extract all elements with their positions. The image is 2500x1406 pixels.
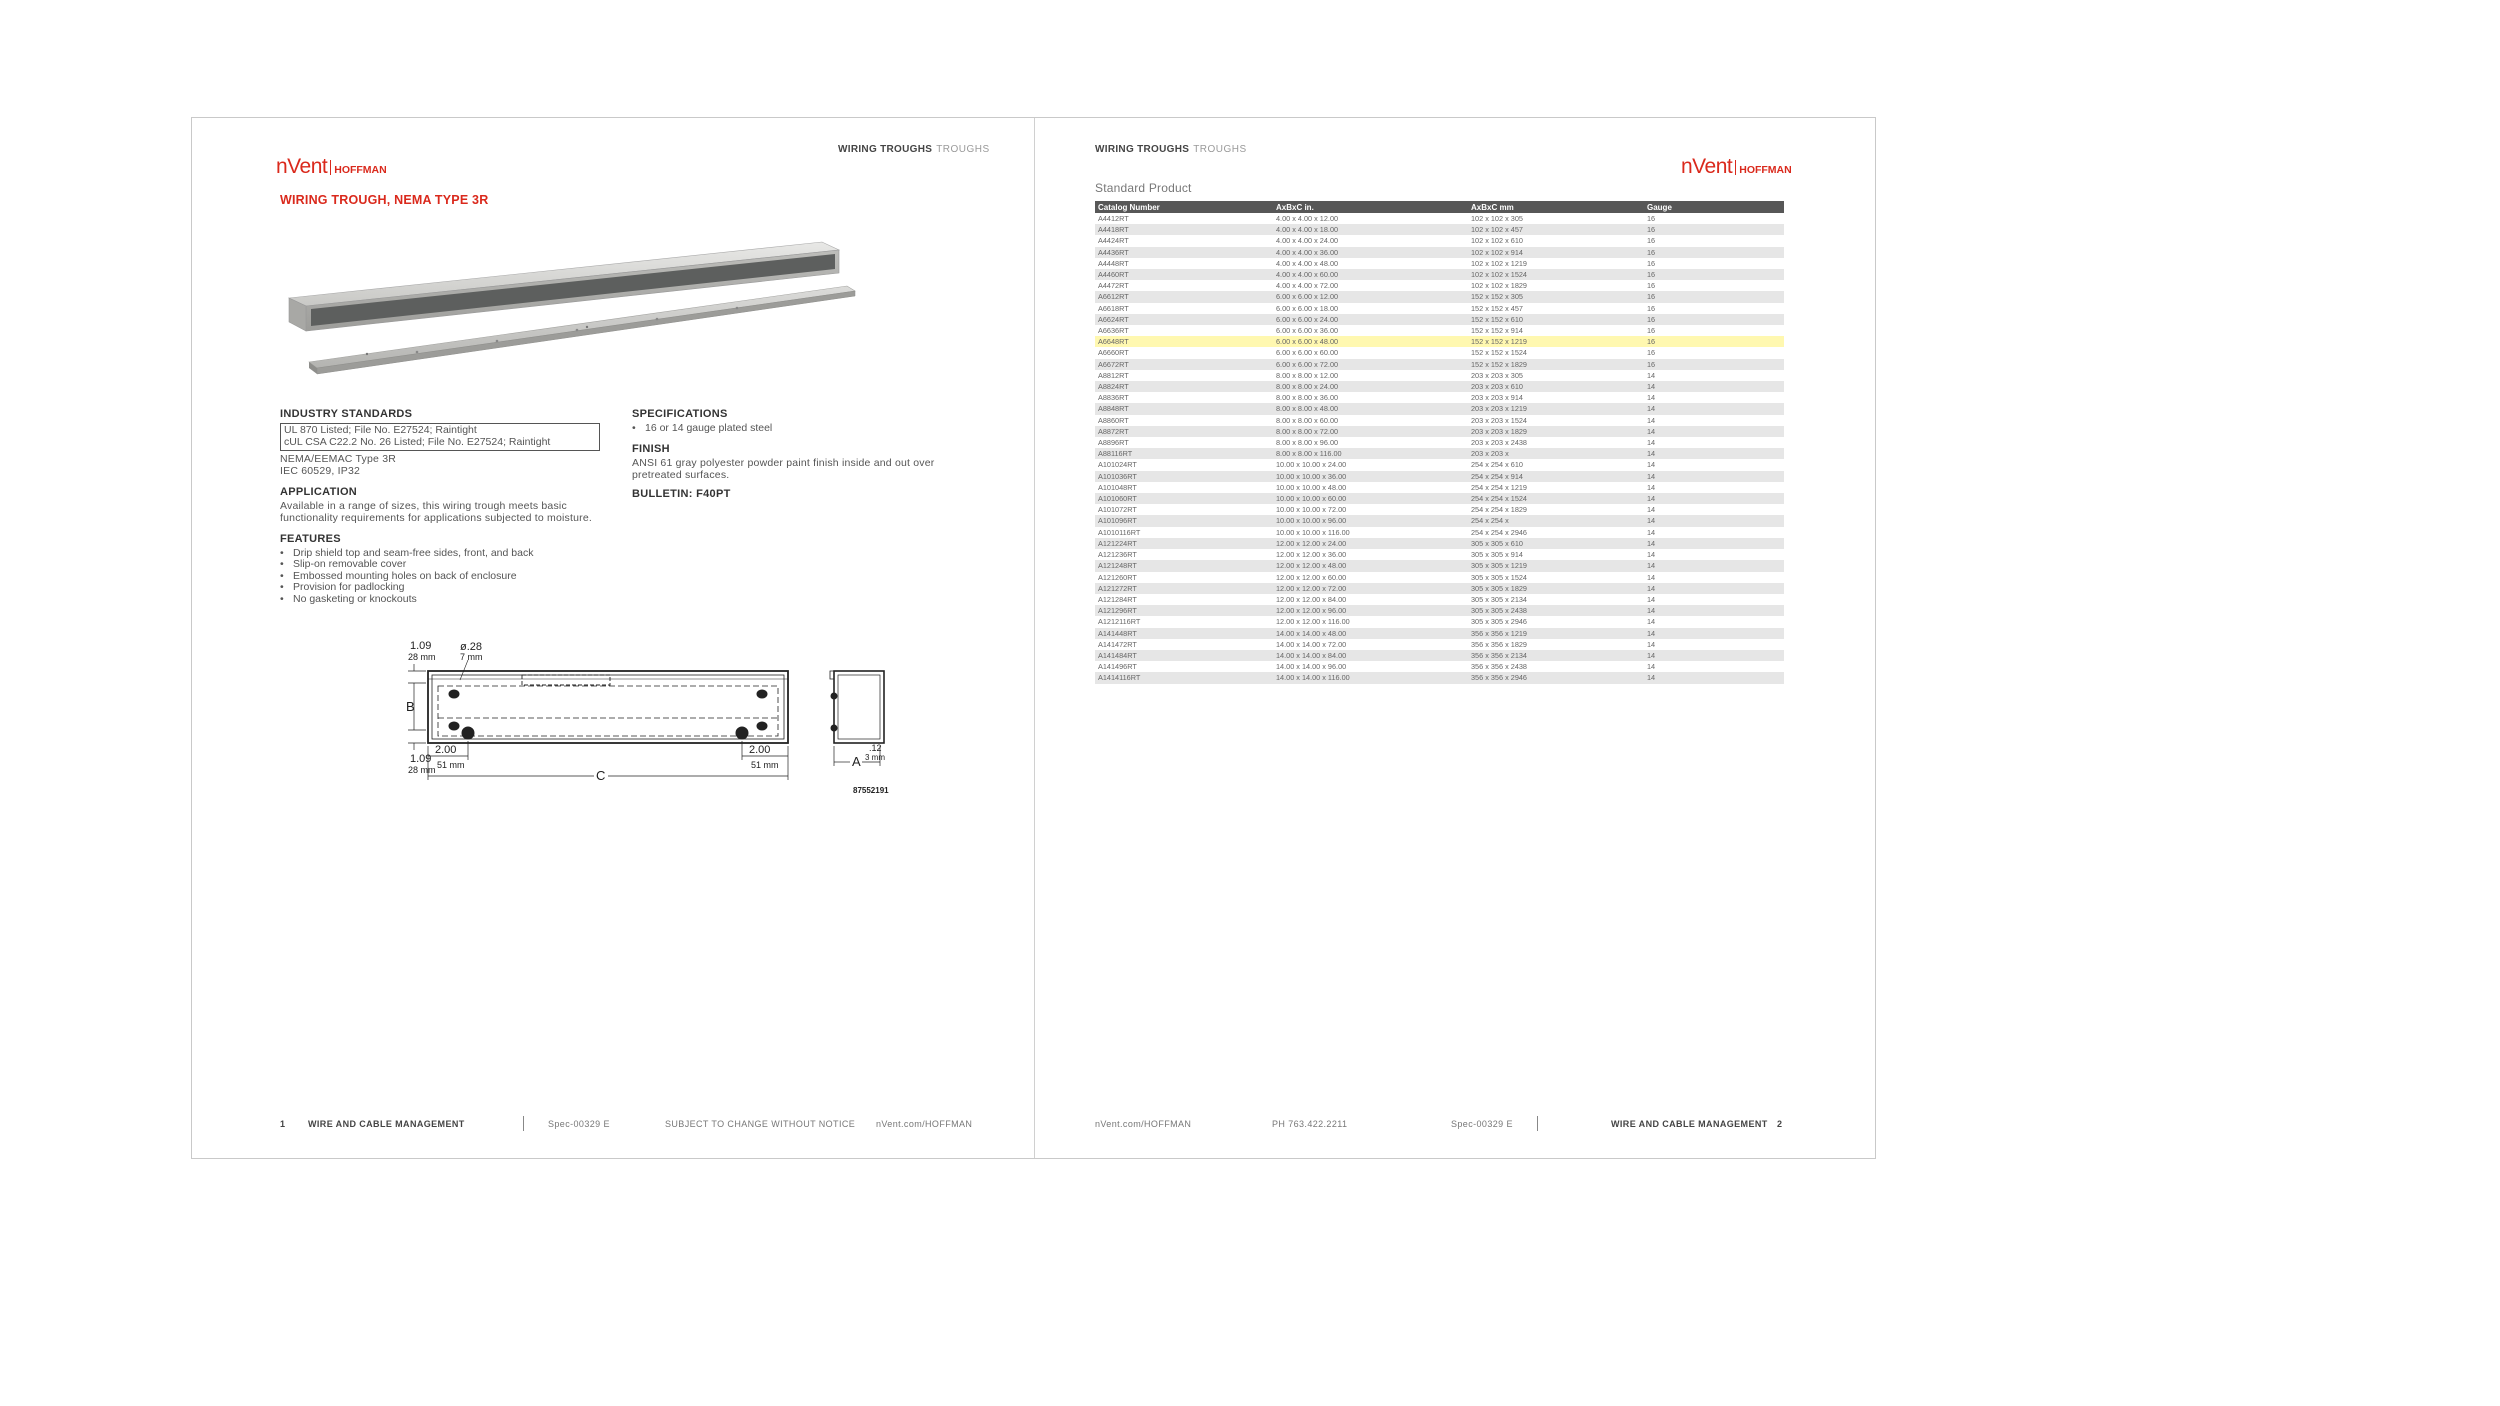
- features-list: [280, 548, 600, 605]
- size-in-cell: 12.00 x 12.00 x 36.00: [1276, 550, 1347, 560]
- size-in-cell: 8.00 x 8.00 x 96.00: [1276, 438, 1339, 448]
- table-row: [1095, 527, 1784, 538]
- table-row: [1095, 247, 1784, 258]
- application-heading: APPLICATION: [280, 486, 358, 498]
- gauge-cell: 14: [1647, 505, 1656, 515]
- catalog-number-cell: A101036RT: [1095, 471, 1273, 482]
- size-mm-cell: 203 x 203 x 610: [1468, 381, 1644, 392]
- footer-separator: [1537, 1116, 1538, 1131]
- table-row: [1095, 291, 1784, 302]
- size-mm-cell: 102 x 102 x 914: [1468, 247, 1644, 258]
- size-in-cell: 10.00 x 10.00 x 96.00: [1273, 515, 1468, 526]
- size-mm-cell: 254 x 254 x 610: [1471, 460, 1523, 470]
- catalog-number-cell: A121248RT: [1095, 560, 1273, 571]
- catalog-number-cell: A6624RT: [1095, 314, 1273, 325]
- standard-ul: UL 870 Listed; File No. E27524; Raintight: [284, 424, 477, 436]
- catalog-number-cell: A8824RT: [1095, 381, 1273, 392]
- table-row: [1095, 493, 1784, 504]
- gauge-cell: 16: [1644, 224, 1784, 235]
- section-subtitle: TROUGHS: [1193, 144, 1247, 155]
- finish-heading: FINISH: [632, 443, 670, 456]
- size-mm-cell: 203 x 203 x 1829: [1468, 426, 1644, 437]
- section-title: WIRING TROUGHS: [838, 144, 933, 155]
- catalog-number-cell: A121260RT: [1098, 572, 1137, 582]
- catalog-number-cell: A101048RT: [1098, 482, 1137, 492]
- size-mm-cell: 254 x 254 x 2946: [1471, 527, 1527, 537]
- size-in-cell: 12.00 x 12.00 x 96.00: [1273, 605, 1468, 616]
- size-in-cell: 8.00 x 8.00 x 36.00: [1276, 393, 1339, 403]
- logo-sub: HOFFMAN: [1739, 163, 1792, 176]
- left-column: [280, 408, 600, 605]
- size-in-cell: 14.00 x 14.00 x 48.00: [1273, 628, 1468, 639]
- size-in-cell: 14.00 x 14.00 x 116.00: [1273, 672, 1468, 683]
- gauge-cell: 16: [1644, 314, 1784, 325]
- gauge-cell: 14: [1644, 605, 1784, 616]
- footer-section: WIRE AND CABLE MANAGEMENT: [308, 1119, 465, 1129]
- table-row: [1095, 572, 1784, 583]
- size-mm-cell: 102 x 102 x 1219: [1471, 258, 1527, 268]
- table-row: [1095, 325, 1784, 336]
- table-row: [1095, 258, 1784, 269]
- gauge-cell: 14: [1644, 381, 1784, 392]
- size-mm-cell: 203 x 203 x 2438: [1471, 438, 1527, 448]
- dim-top-in: 1.09: [410, 640, 432, 652]
- table-row: [1095, 415, 1784, 426]
- table-row: [1095, 549, 1784, 560]
- gauge-cell: 16: [1644, 291, 1784, 302]
- catalog-number-cell: A4418RT: [1095, 224, 1273, 235]
- gauge-cell: 16: [1647, 326, 1656, 336]
- gauge-cell: 14: [1644, 583, 1784, 594]
- catalog-number-cell: A1414116RT: [1095, 672, 1273, 683]
- logo-brand: nVent: [276, 155, 328, 178]
- size-in-cell: 12.00 x 12.00 x 72.00: [1273, 583, 1468, 594]
- wiring-trough-photo: [287, 236, 887, 406]
- table-row: [1095, 280, 1784, 291]
- catalog-number-cell: A8836RT: [1098, 393, 1129, 403]
- size-in-cell: 10.00 x 10.00 x 72.00: [1276, 505, 1347, 515]
- table-title: Standard Product: [1095, 181, 1192, 195]
- table-body: [1095, 213, 1784, 684]
- specification-item: • 16 or 14 gauge plated steel: [632, 423, 972, 434]
- left-footer: [280, 1116, 973, 1132]
- logo-separator: [1735, 160, 1736, 175]
- section-header: [838, 144, 990, 155]
- gauge-cell: 14: [1644, 628, 1784, 639]
- right-page: [1035, 118, 1877, 1158]
- size-in-cell: 10.00 x 10.00 x 60.00: [1273, 493, 1468, 504]
- size-mm-cell: 203 x 203 x 1524: [1471, 415, 1527, 425]
- size-mm-cell: 152 x 152 x 1524: [1471, 348, 1527, 358]
- logo-sub: HOFFMAN: [334, 163, 387, 176]
- catalog-number-cell: A8812RT: [1098, 370, 1129, 380]
- size-mm-cell: 254 x 254 x 1524: [1468, 493, 1644, 504]
- table-row: [1095, 482, 1784, 493]
- size-mm-cell: 152 x 152 x 305: [1468, 291, 1644, 302]
- size-mm-cell: 254 x 254 x 1219: [1471, 482, 1527, 492]
- catalog-number-cell: A101060RT: [1095, 493, 1273, 504]
- footer-separator: [523, 1116, 524, 1131]
- table-row: [1095, 336, 1784, 347]
- dim-2a-mm: 51 mm: [437, 760, 465, 770]
- dim-12-mm: 3 mm: [865, 753, 885, 762]
- standard-product-table: [1095, 201, 1784, 684]
- catalog-number-cell: A8860RT: [1098, 415, 1129, 425]
- size-mm-cell: 356 x 356 x 2134: [1468, 650, 1644, 661]
- table-row: [1095, 426, 1784, 437]
- size-mm-cell: 102 x 102 x 1524: [1468, 269, 1644, 280]
- feature-item: • No gasketing or knockouts: [280, 594, 600, 605]
- table-row: [1095, 560, 1784, 571]
- table-header-row: [1095, 201, 1784, 213]
- size-mm-cell: 102 x 102 x 610: [1471, 236, 1523, 246]
- table-row: [1095, 628, 1784, 639]
- catalog-number-cell: A121296RT: [1095, 605, 1273, 616]
- size-in-cell: 14.00 x 14.00 x 96.00: [1276, 662, 1347, 672]
- size-mm-cell: 152 x 152 x 914: [1471, 326, 1523, 336]
- catalog-number-cell: A6660RT: [1098, 348, 1129, 358]
- size-in-cell: 4.00 x 4.00 x 60.00: [1273, 269, 1468, 280]
- table-row: [1095, 303, 1784, 314]
- size-in-cell: 8.00 x 8.00 x 116.00: [1273, 448, 1468, 459]
- size-in-cell: 4.00 x 4.00 x 18.00: [1273, 224, 1468, 235]
- size-mm-cell: 305 x 305 x 1524: [1471, 572, 1527, 582]
- standard-cul: cUL CSA C22.2 No. 26 Listed; File No. E27524; Raintight: [284, 435, 551, 448]
- table-row: [1095, 370, 1784, 381]
- gauge-cell: 14: [1647, 438, 1656, 448]
- bulletin-label: BULLETIN: F40PT: [632, 488, 731, 501]
- gauge-cell: 16: [1644, 336, 1784, 347]
- gauge-cell: 14: [1647, 639, 1656, 649]
- specifications-list: [632, 423, 972, 434]
- gauge-cell: 14: [1647, 415, 1656, 425]
- dim-2a-in: 2.00: [435, 744, 457, 756]
- dim-b-label: B: [406, 699, 415, 714]
- table-row: [1095, 538, 1784, 549]
- logo-separator: [330, 160, 331, 175]
- catalog-number-cell: A8872RT: [1095, 426, 1273, 437]
- size-in-cell: 12.00 x 12.00 x 24.00: [1273, 538, 1468, 549]
- standard-nema: NEMA/EEMAC Type 3R: [280, 453, 397, 465]
- gauge-cell: 16: [1647, 303, 1656, 313]
- table-row: [1095, 459, 1784, 470]
- catalog-number-cell: A1212116RT: [1098, 617, 1141, 627]
- catalog-number-cell: A101024RT: [1098, 460, 1137, 470]
- size-mm-cell: 254 x 254 x 914: [1468, 471, 1644, 482]
- table-row: [1095, 504, 1784, 515]
- catalog-number-cell: A141448RT: [1095, 628, 1273, 639]
- catalog-number-cell: A6636RT: [1098, 326, 1129, 336]
- size-in-cell: 6.00 x 6.00 x 18.00: [1276, 303, 1339, 313]
- gauge-cell: 14: [1644, 538, 1784, 549]
- gauge-cell: 16: [1647, 258, 1656, 268]
- dim-2b-mm: 51 mm: [751, 760, 779, 770]
- size-mm-cell: 356 x 356 x 1219: [1468, 628, 1644, 639]
- table-row: [1095, 639, 1784, 650]
- size-in-cell: 6.00 x 6.00 x 12.00: [1273, 291, 1468, 302]
- gauge-cell: 14: [1647, 594, 1656, 604]
- size-in-cell: 8.00 x 8.00 x 48.00: [1273, 403, 1468, 414]
- size-mm-cell: 102 x 102 x 1829: [1471, 281, 1527, 291]
- standard-iec: IEC 60529, IP32: [280, 464, 361, 477]
- gauge-cell: 16: [1644, 247, 1784, 258]
- gauge-cell: 14: [1647, 550, 1656, 560]
- specifications-heading: SPECIFICATIONS: [632, 408, 728, 420]
- gauge-cell: 14: [1647, 482, 1656, 492]
- gauge-cell: 14: [1644, 515, 1784, 526]
- size-in-cell: 8.00 x 8.00 x 24.00: [1273, 381, 1468, 392]
- table-row: [1095, 224, 1784, 235]
- catalog-number-cell: A121272RT: [1095, 583, 1273, 594]
- size-mm-cell: 203 x 203 x: [1468, 448, 1644, 459]
- logo-brand: nVent: [1681, 155, 1733, 178]
- column-header: Gauge: [1644, 201, 1784, 213]
- right-column: [632, 408, 972, 503]
- size-mm-cell: 356 x 356 x 1829: [1471, 639, 1527, 649]
- finish-text: ANSI 61 gray polyester powder paint finish inside and out over pretreated surfaces.: [632, 457, 935, 481]
- page-number: 1: [280, 1119, 286, 1129]
- table-row: [1095, 359, 1784, 370]
- industry-standards-heading: INDUSTRY STANDARDS: [280, 408, 413, 420]
- catalog-number-cell: A4424RT: [1098, 236, 1129, 246]
- table-row: [1095, 661, 1784, 672]
- catalog-number-cell: A6672RT: [1095, 359, 1273, 370]
- size-in-cell: 12.00 x 12.00 x 48.00: [1273, 560, 1468, 571]
- size-mm-cell: 203 x 203 x 914: [1471, 393, 1523, 403]
- size-in-cell: 4.00 x 4.00 x 48.00: [1276, 258, 1339, 268]
- gauge-cell: 14: [1647, 572, 1656, 582]
- product-title: WIRING TROUGH, NEMA TYPE 3R: [280, 193, 489, 207]
- feature-item: • Embossed mounting holes on back of enclosure: [280, 571, 600, 582]
- feature-item: • Slip-on removable cover: [280, 559, 600, 570]
- catalog-number-cell: A6648RT: [1095, 336, 1273, 347]
- size-mm-cell: 152 x 152 x 610: [1468, 314, 1644, 325]
- catalog-number-cell: A4448RT: [1098, 258, 1129, 268]
- size-in-cell: 14.00 x 14.00 x 72.00: [1276, 639, 1347, 649]
- catalog-number-cell: A4436RT: [1095, 247, 1273, 258]
- table-row: [1095, 672, 1784, 683]
- left-page: [192, 118, 1034, 1158]
- size-mm-cell: 356 x 356 x 2438: [1471, 662, 1527, 672]
- table-row: [1095, 213, 1784, 224]
- size-mm-cell: 203 x 203 x 1219: [1468, 403, 1644, 414]
- column-header: Catalog Number: [1095, 201, 1273, 213]
- hole-dia-mm: 7 mm: [460, 652, 483, 662]
- table-row: [1095, 583, 1784, 594]
- table-row: [1095, 403, 1784, 414]
- size-in-cell: 14.00 x 14.00 x 84.00: [1273, 650, 1468, 661]
- size-in-cell: 4.00 x 4.00 x 24.00: [1276, 236, 1339, 246]
- size-in-cell: 8.00 x 8.00 x 72.00: [1273, 426, 1468, 437]
- catalog-number-cell: A4460RT: [1095, 269, 1273, 280]
- size-in-cell: 4.00 x 4.00 x 72.00: [1276, 281, 1339, 291]
- dimension-drawing: [332, 638, 932, 838]
- catalog-number-cell: A8848RT: [1095, 403, 1273, 414]
- gauge-cell: 14: [1644, 560, 1784, 571]
- gauge-cell: 14: [1644, 672, 1784, 683]
- gauge-cell: 16: [1647, 236, 1656, 246]
- table-row: [1095, 314, 1784, 325]
- table-row: [1095, 515, 1784, 526]
- gauge-cell: 14: [1644, 650, 1784, 661]
- application-text: Available in a range of sizes, this wiring trough meets basic functionality requirements for applications subjected to moisture.: [280, 500, 593, 524]
- table-row: [1095, 650, 1784, 661]
- gauge-cell: 16: [1644, 359, 1784, 370]
- footer-spec: Spec-00329 E: [548, 1119, 610, 1129]
- size-mm-cell: 152 x 152 x 457: [1471, 303, 1523, 313]
- catalog-number-cell: A121224RT: [1095, 538, 1273, 549]
- size-mm-cell: 254 x 254 x 1829: [1471, 505, 1527, 515]
- size-mm-cell: 305 x 305 x 610: [1468, 538, 1644, 549]
- size-in-cell: 8.00 x 8.00 x 60.00: [1276, 415, 1339, 425]
- size-in-cell: 10.00 x 10.00 x 24.00: [1276, 460, 1347, 470]
- size-in-cell: 10.00 x 10.00 x 116.00: [1276, 527, 1350, 537]
- nvent-hoffman-logo: [1681, 156, 1792, 177]
- catalog-number-cell: A121284RT: [1098, 594, 1137, 604]
- table-row: [1095, 471, 1784, 482]
- size-mm-cell: 254 x 254 x: [1468, 515, 1644, 526]
- table-row: [1095, 269, 1784, 280]
- dim-12-in: .12: [869, 743, 882, 753]
- catalog-number-cell: A4412RT: [1098, 214, 1129, 223]
- catalog-number-cell: A6612RT: [1095, 291, 1273, 302]
- dim-top-mm: 28 mm: [408, 652, 436, 662]
- column-header: AxBxC in.: [1273, 201, 1468, 213]
- size-mm-cell: 305 x 305 x 2134: [1471, 594, 1527, 604]
- dim-bottom-mm: 28 mm: [408, 765, 436, 775]
- catalog-number-cell: A101072RT: [1098, 505, 1137, 515]
- catalog-number-cell: A141472RT: [1098, 639, 1137, 649]
- gauge-cell: 14: [1647, 527, 1656, 537]
- catalog-number-cell: A101096RT: [1095, 515, 1273, 526]
- size-mm-cell: 305 x 305 x 914: [1471, 550, 1523, 560]
- footer-notice: SUBJECT TO CHANGE WITHOUT NOTICE: [665, 1119, 856, 1129]
- size-in-cell: 8.00 x 8.00 x 12.00: [1276, 370, 1339, 380]
- dim-a-label: A: [852, 754, 861, 769]
- size-in-cell: 12.00 x 12.00 x 84.00: [1276, 594, 1347, 604]
- size-in-cell: 4.00 x 4.00 x 36.00: [1273, 247, 1468, 258]
- hole-dia-in: ø.28: [460, 641, 483, 653]
- table-row: [1095, 381, 1784, 392]
- footer-section: WIRE AND CABLE MANAGEMENT: [1611, 1119, 1768, 1129]
- section-title: WIRING TROUGHS: [1095, 144, 1190, 155]
- size-in-cell: 6.00 x 6.00 x 72.00: [1273, 359, 1468, 370]
- table-row: [1095, 347, 1784, 358]
- gauge-cell: 14: [1647, 370, 1656, 380]
- gauge-cell: 14: [1644, 471, 1784, 482]
- feature-item: • Provision for padlocking: [280, 582, 600, 593]
- size-in-cell: 6.00 x 6.00 x 48.00: [1273, 336, 1468, 347]
- gauge-cell: 14: [1644, 493, 1784, 504]
- dim-bottom-in: 1.09: [410, 753, 432, 765]
- size-in-cell: 10.00 x 10.00 x 36.00: [1273, 471, 1468, 482]
- table-row: [1095, 437, 1784, 448]
- footer-phone: PH 763.422.2211: [1272, 1119, 1348, 1129]
- table-row: [1095, 392, 1784, 403]
- size-mm-cell: 305 x 305 x 2946: [1471, 617, 1527, 627]
- size-in-cell: 12.00 x 12.00 x 60.00: [1276, 572, 1347, 582]
- gauge-cell: 16: [1647, 281, 1656, 291]
- size-mm-cell: 305 x 305 x 1219: [1468, 560, 1644, 571]
- table-row: [1095, 448, 1784, 459]
- gauge-cell: 14: [1644, 448, 1784, 459]
- size-mm-cell: 152 x 152 x 1219: [1468, 336, 1644, 347]
- features-heading: FEATURES: [280, 533, 341, 545]
- dim-c-label: C: [596, 768, 606, 783]
- size-mm-cell: 102 x 102 x 305: [1471, 214, 1523, 223]
- gauge-cell: 14: [1647, 662, 1656, 672]
- gauge-cell: 14: [1647, 393, 1656, 403]
- column-header: AxBxC mm: [1468, 201, 1644, 213]
- footer-url: nVent.com/HOFFMAN: [876, 1119, 973, 1129]
- section-header: [1095, 144, 1247, 155]
- dim-2b-in: 2.00: [749, 744, 771, 756]
- size-in-cell: 12.00 x 12.00 x 116.00: [1276, 617, 1350, 627]
- catalog-number-cell: A88116RT: [1095, 448, 1273, 459]
- size-in-cell: 6.00 x 6.00 x 60.00: [1276, 348, 1339, 358]
- size-in-cell: 6.00 x 6.00 x 36.00: [1276, 326, 1339, 336]
- page-number: 2: [1777, 1119, 1783, 1129]
- gauge-cell: 16: [1644, 269, 1784, 280]
- feature-item: • Drip shield top and seam-free sides, front, and back: [280, 548, 600, 559]
- table-row: [1095, 594, 1784, 605]
- catalog-number-cell: A1010116RT: [1098, 527, 1141, 537]
- gauge-cell: 16: [1647, 214, 1656, 223]
- size-mm-cell: 305 x 305 x 1829: [1468, 583, 1644, 594]
- size-mm-cell: 305 x 305 x 2438: [1468, 605, 1644, 616]
- catalog-number-cell: A141496RT: [1098, 662, 1137, 672]
- table-row: [1095, 235, 1784, 246]
- document-spread: [191, 117, 1876, 1159]
- footer-spec: Spec-00329 E: [1451, 1119, 1513, 1129]
- size-mm-cell: 356 x 356 x 2946: [1468, 672, 1644, 683]
- nvent-hoffman-logo: [276, 156, 387, 177]
- gauge-cell: 14: [1644, 426, 1784, 437]
- gauge-cell: 14: [1647, 617, 1656, 627]
- gauge-cell: 14: [1647, 460, 1656, 470]
- gauge-cell: 16: [1647, 348, 1656, 358]
- size-mm-cell: 102 x 102 x 457: [1468, 224, 1644, 235]
- section-subtitle: TROUGHS: [936, 144, 990, 155]
- catalog-number-cell: A121236RT: [1098, 550, 1137, 560]
- footer-url: nVent.com/HOFFMAN: [1095, 1119, 1192, 1129]
- catalog-number-cell: A8896RT: [1098, 438, 1129, 448]
- size-in-cell: 4.00 x 4.00 x 12.00: [1276, 214, 1339, 223]
- size-in-cell: 6.00 x 6.00 x 24.00: [1273, 314, 1468, 325]
- gauge-cell: 14: [1644, 403, 1784, 414]
- drawing-number: 87552191: [853, 786, 889, 795]
- standards-box: [280, 423, 600, 451]
- size-in-cell: 10.00 x 10.00 x 48.00: [1276, 482, 1347, 492]
- right-footer: [1095, 1116, 1785, 1132]
- catalog-number-cell: A6618RT: [1098, 303, 1129, 313]
- catalog-number-cell: A141484RT: [1095, 650, 1273, 661]
- catalog-number-cell: A4472RT: [1098, 281, 1129, 291]
- table-row: [1095, 616, 1784, 627]
- size-mm-cell: 152 x 152 x 1829: [1468, 359, 1644, 370]
- size-mm-cell: 203 x 203 x 305: [1471, 370, 1523, 380]
- table-row: [1095, 605, 1784, 616]
